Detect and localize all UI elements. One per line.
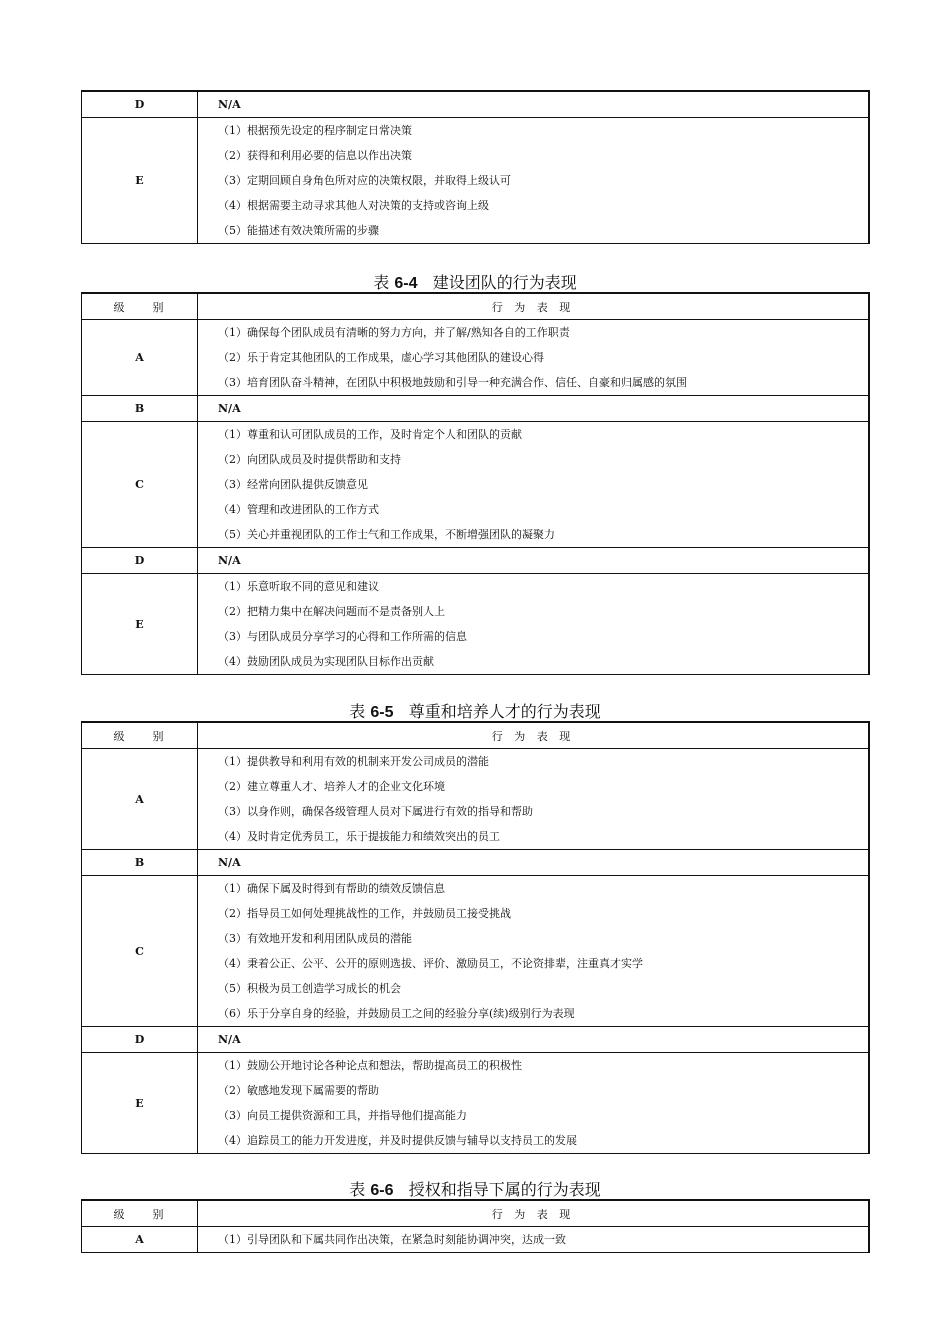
list-item: （4）鼓励团队成员为实现团队目标作出贡献 [218,655,434,668]
behavior-cell [198,749,870,850]
table-decision-continued [81,90,870,244]
list-item: （2）指导员工如何处理挑战性的工作，并鼓励员工接受挑战 [218,907,511,920]
list-item: （1）确保下属及时得到有帮助的绩效反馈信息 [218,882,445,895]
list-item: （5）关心并重视团队的工作士气和工作成果，不断增强团队的凝聚力 [218,528,555,541]
level-cell: A [82,1227,198,1253]
table-row [82,396,870,422]
list-item: （1）引导团队和下属共同作出决策，在紧急时刻能协调冲突，达成一致 [218,1233,566,1246]
header-level: 级 别 [82,1200,198,1227]
na-cell: N/A [198,396,870,422]
list-item: （4）秉着公正、公平、公开的原则选拔、评价、激励员工，不论资排辈，注重真才实学 [218,957,643,970]
table-6-5 [81,721,870,1154]
caption-prefix: 表 [373,273,390,292]
table-header-row [82,293,870,320]
list-item: （4）追踪员工的能力开发进度，并及时提供反馈与辅导以支持员工的发展 [218,1134,577,1147]
list-item: （2）乐于肯定其他团队的工作成果，虚心学习其他团队的建设心得 [218,351,544,364]
list-item: （5）积极为员工创造学习成长的机会 [218,982,401,995]
level-cell: C [82,422,198,548]
list-item: （1）确保每个团队成员有清晰的努力方向，并了解/熟知各自的工作职责 [218,326,570,339]
na-cell: N/A [198,850,870,876]
caption-id: 6-4 [394,275,418,292]
caption-id: 6-6 [370,1182,394,1199]
level-cell: D [82,91,198,118]
header-level: 级 别 [82,722,198,749]
table-row [82,320,870,396]
level-cell: A [82,749,198,850]
level-cell: B [82,850,198,876]
list-item: （1）提供教导和利用有效的机制来开发公司成员的潜能 [218,755,489,768]
table-row [82,1027,870,1053]
table-row [82,548,870,574]
na-cell: N/A [198,91,870,118]
list-item: （2）建立尊重人才、培养人才的企业文化环境 [218,780,445,793]
caption-id: 6-5 [370,704,394,721]
list-item: （2）向团队成员及时提供帮助和支持 [218,453,401,466]
behavior-cell [198,1053,870,1154]
table-caption [0,270,950,293]
table-row [82,1227,870,1253]
table-row [82,574,870,675]
table-row [82,118,870,244]
caption-title: 建设团队的行为表现 [432,273,577,292]
level-cell: E [82,1053,198,1154]
list-item: （2）获得和利用必要的信息以作出决策 [218,149,412,162]
behavior-cell [198,1227,870,1253]
na-cell: N/A [198,548,870,574]
list-item: （3）以身作则，确保各级管理人员对下属进行有效的指导和帮助 [218,805,533,818]
list-item: （2）把精力集中在解决问题而不是责备别人上 [218,605,445,618]
list-item: （6）乐于分享自身的经验，并鼓励员工之间的经验分享(续)级别行为表现 [218,1007,575,1020]
caption-title: 尊重和培养人才的行为表现 [408,702,601,721]
list-item: （3）经常向团队提供反馈意见 [218,478,368,491]
behavior-cell [198,876,870,1027]
list-item: （1）根据预先设定的程序制定日常决策 [218,124,412,137]
level-cell: D [82,1027,198,1053]
behavior-cell [198,422,870,548]
list-item: （4）及时肯定优秀员工，乐于提拔能力和绩效突出的员工 [218,830,500,843]
behavior-cell [198,118,870,244]
behavior-cell [198,320,870,396]
list-item: （3）定期回顾自身角色所对应的决策权限，并取得上级认可 [218,174,511,187]
list-item: （5）能描述有效决策所需的步骤 [218,224,379,237]
table-header-row [82,722,870,749]
level-cell: E [82,118,198,244]
table-row [82,876,870,1027]
level-cell: E [82,574,198,675]
level-cell: C [82,876,198,1027]
header-behavior: 行 为 表 现 [198,1200,870,1227]
list-item: （1）鼓励公开地讨论各种论点和想法，帮助提高员工的积极性 [218,1059,522,1072]
table-6-6 [81,1199,870,1253]
caption-prefix: 表 [349,1180,366,1199]
behavior-cell [198,574,870,675]
table-6-4 [81,292,870,675]
table-row [82,850,870,876]
table-header-row [82,1200,870,1227]
level-cell: A [82,320,198,396]
list-item: （3）向员工提供资源和工具，并指导他们提高能力 [218,1109,467,1122]
list-item: （3）有效地开发和利用团队成员的潜能 [218,932,412,945]
caption-title: 授权和指导下属的行为表现 [408,1180,601,1199]
list-item: （4）根据需要主动寻求其他人对决策的支持或咨询上级 [218,199,489,212]
list-item: （1）乐意听取不同的意见和建议 [218,580,379,593]
header-behavior: 行 为 表 现 [198,722,870,749]
table-row [82,91,870,118]
header-level: 级 别 [82,293,198,320]
table-row [82,422,870,548]
list-item: （1）尊重和认可团队成员的工作，及时肯定个人和团队的贡献 [218,428,522,441]
table-caption [0,1177,950,1200]
list-item: （4）管理和改进团队的工作方式 [218,503,379,516]
table-row [82,1053,870,1154]
na-cell: N/A [198,1027,870,1053]
list-item: （3）培育团队奋斗精神，在团队中积极地鼓励和引导一种充满合作、信任、自豪和归属感的氛围 [218,376,687,389]
list-item: （3）与团队成员分享学习的心得和工作所需的信息 [218,630,467,643]
table-caption [0,699,950,722]
level-cell: D [82,548,198,574]
level-cell: B [82,396,198,422]
list-item: （2）敏感地发现下属需要的帮助 [218,1084,379,1097]
table-row [82,749,870,850]
caption-prefix: 表 [349,702,366,721]
header-behavior: 行 为 表 现 [198,293,870,320]
